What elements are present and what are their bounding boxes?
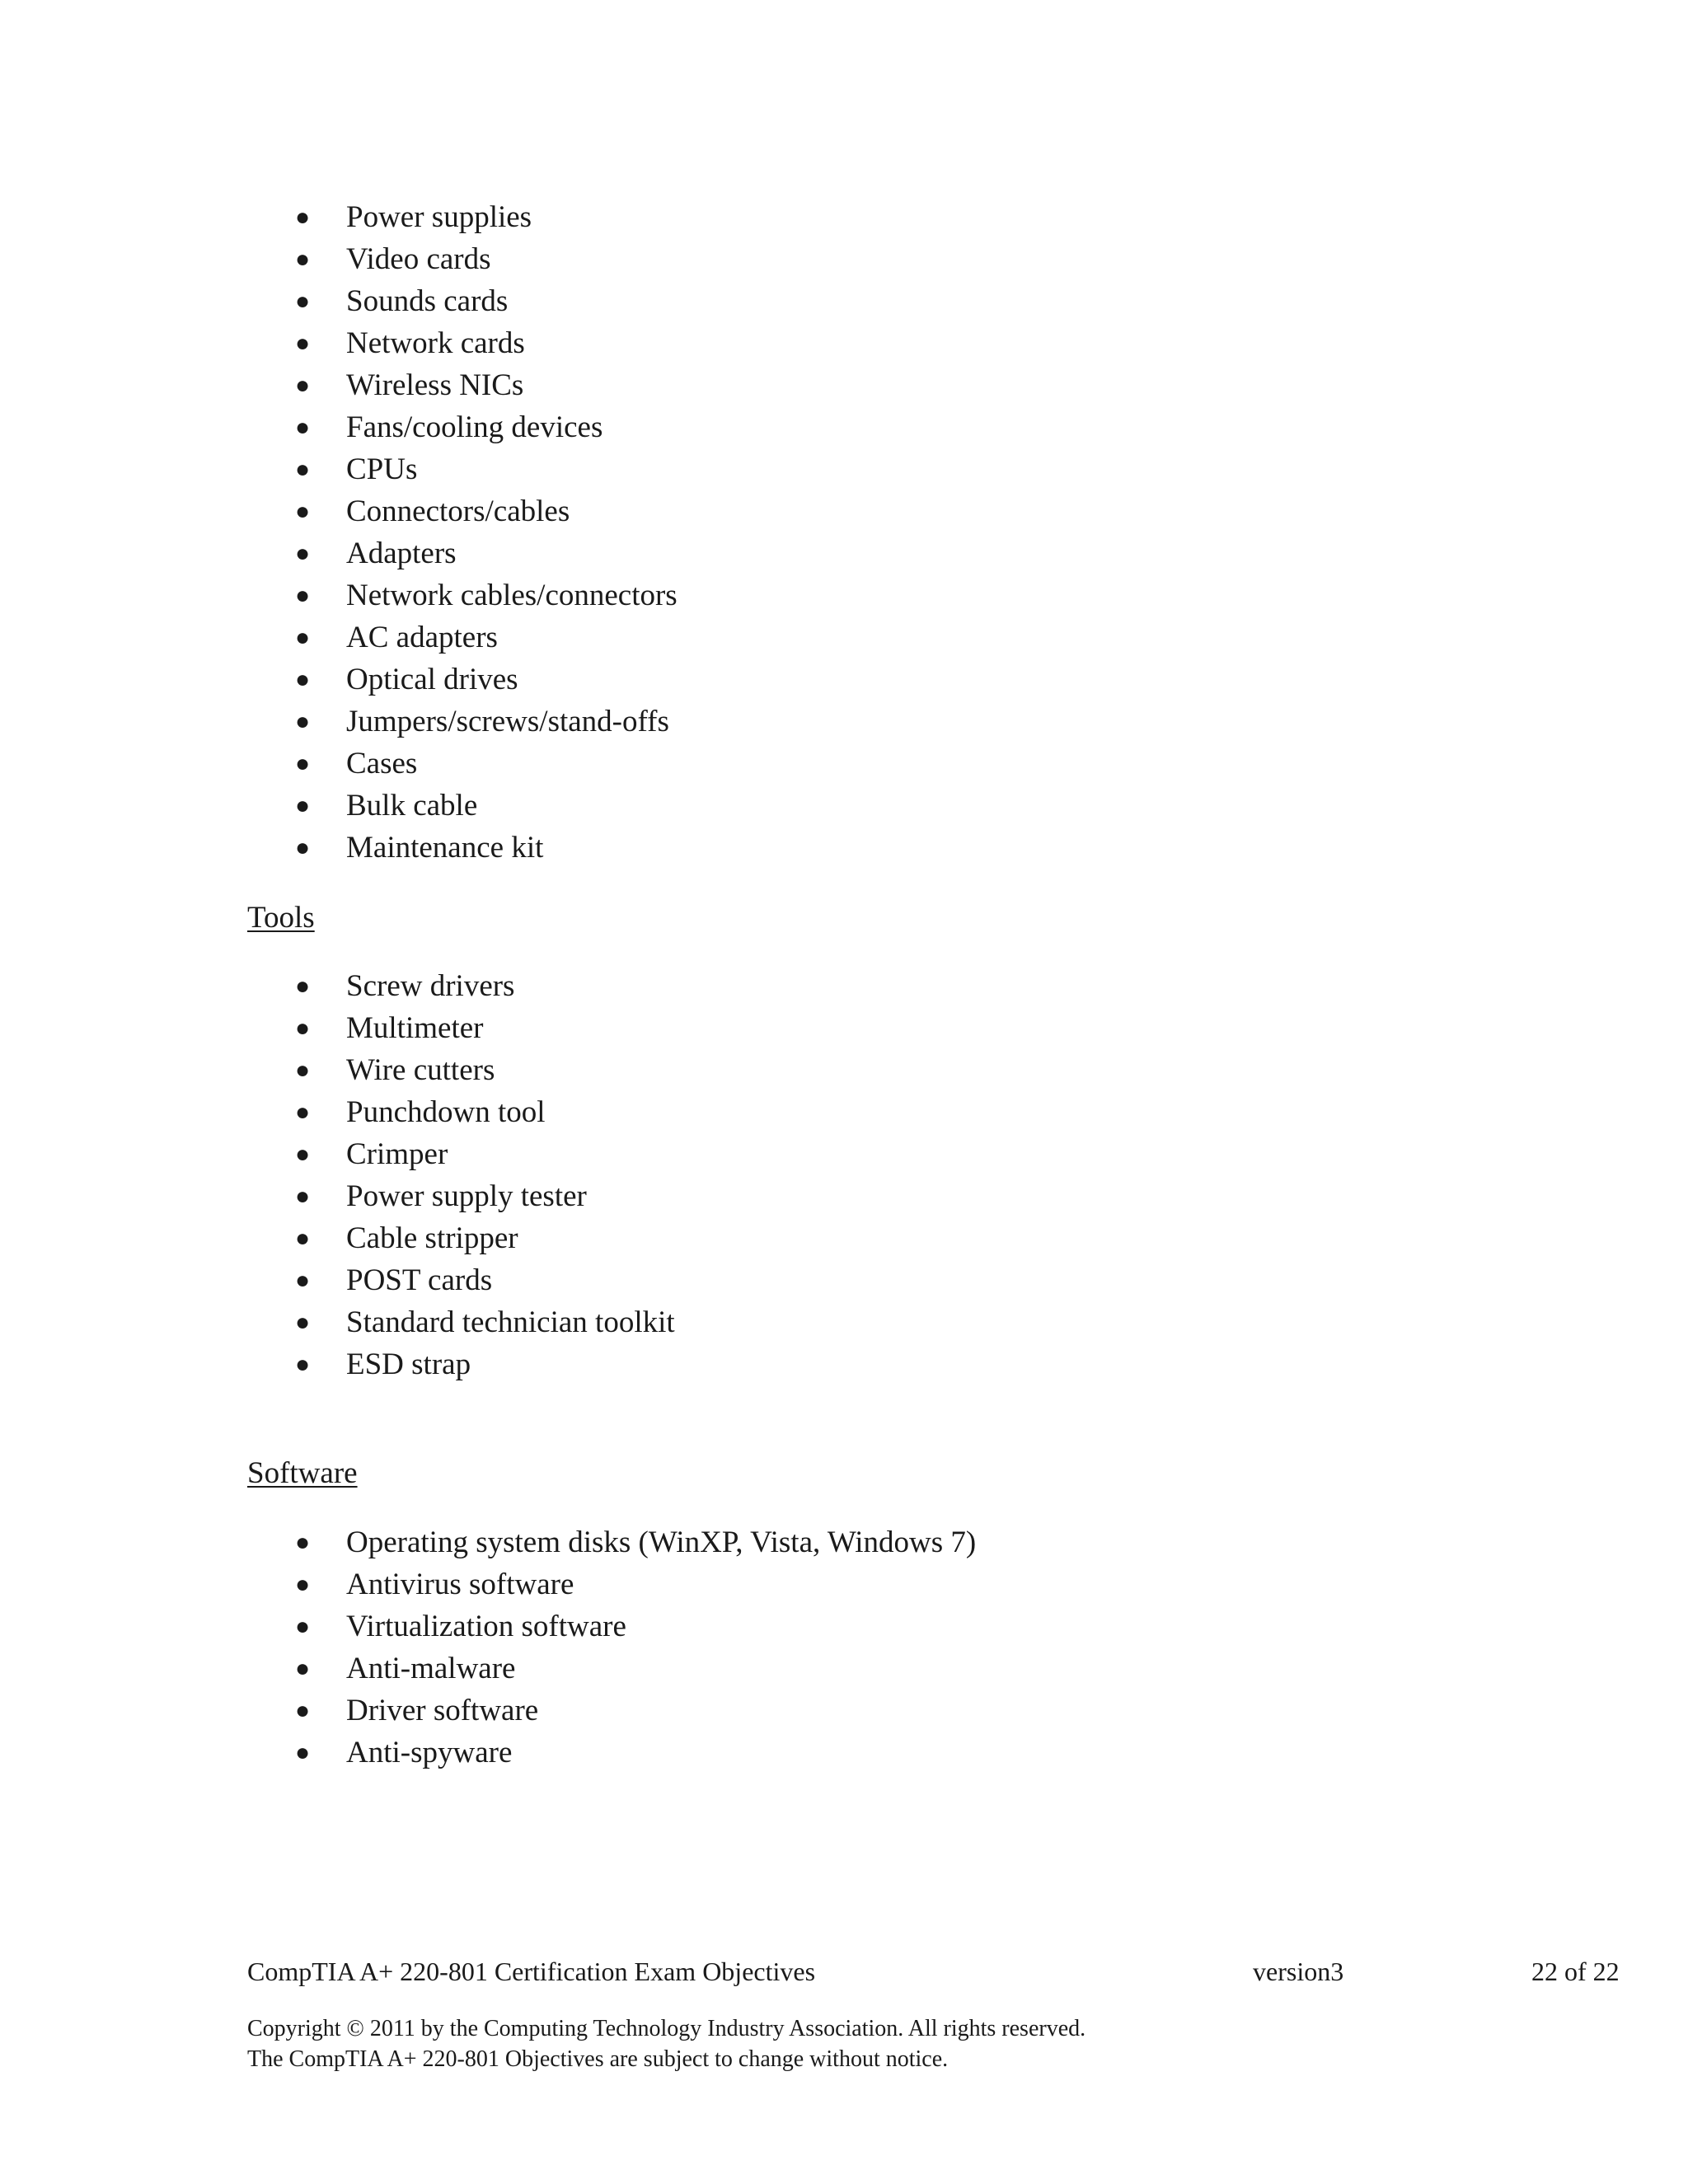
footer-document-title: CompTIA A+ 220-801 Certification Exam Objectives: [247, 1957, 816, 1986]
list-item-text: Connectors/cables: [346, 494, 570, 528]
list-item-text: Maintenance kit: [346, 831, 544, 865]
list-item-text: Wireless NICs: [346, 368, 524, 402]
list-item-text: Punchdown tool: [346, 1095, 546, 1129]
bullet-icon: ●: [295, 1225, 311, 1252]
bullet-icon: ●: [295, 456, 311, 483]
list-item-text: Crimper: [346, 1137, 448, 1171]
list-item-text: AC adapters: [346, 621, 498, 654]
list-item-text: Screw drivers: [346, 969, 515, 1003]
list-item-text: CPUs: [346, 452, 418, 486]
bullet-icon: ●: [295, 1267, 311, 1294]
bullet-icon: ●: [295, 330, 311, 357]
bullet-icon: ●: [295, 1351, 311, 1378]
bullet-icon: ●: [295, 1099, 311, 1126]
bullet-icon: ●: [295, 372, 311, 399]
list-item-text: Cable stripper: [346, 1221, 518, 1255]
list-item-text: Anti-malware: [346, 1652, 516, 1685]
list-item-text: Fans/cooling devices: [346, 410, 603, 444]
bullet-icon: ●: [295, 708, 311, 735]
bullet-icon: ●: [295, 1739, 311, 1766]
software-heading: Software: [247, 1456, 358, 1490]
list-item-text: Wire cutters: [346, 1053, 495, 1087]
copyright-notice: Copyright © 2011 by the Computing Technology Industry Association. All rights reserved.: [247, 2016, 1086, 2041]
list-item-text: ESD strap: [346, 1347, 471, 1381]
list-item-text: Anti-spyware: [346, 1736, 513, 1769]
bullet-icon: ●: [295, 540, 311, 567]
list-item-text: Virtualization software: [346, 1610, 626, 1643]
bullet-icon: ●: [295, 288, 311, 315]
bullet-icon: ●: [295, 624, 311, 651]
list-item-text: Multimeter: [346, 1011, 484, 1045]
list-item-text: Network cards: [346, 326, 525, 360]
list-item-text: Standard technician toolkit: [346, 1305, 675, 1339]
list-item-text: Network cables/connectors: [346, 579, 678, 612]
list-item-text: Power supplies: [346, 200, 532, 234]
list-item-text: Adapters: [346, 537, 457, 570]
bullet-icon: ●: [295, 582, 311, 609]
bullet-icon: ●: [295, 1529, 311, 1556]
list-item-text: Sounds cards: [346, 284, 509, 318]
bullet-icon: ●: [295, 204, 311, 231]
bullet-icon: ●: [295, 1057, 311, 1084]
bullet-icon: ●: [295, 834, 311, 861]
bullet-icon: ●: [295, 1571, 311, 1598]
list-item-text: Operating system disks (WinXP, Vista, Windows 7): [346, 1526, 977, 1559]
list-item-text: Antivirus software: [346, 1568, 574, 1601]
bullet-icon: ●: [295, 666, 311, 693]
footer-version: version3: [1253, 1957, 1344, 1986]
list-item-text: Video cards: [346, 242, 491, 276]
bullet-icon: ●: [295, 1655, 311, 1682]
bullet-icon: ●: [295, 246, 311, 273]
footer-page-number: 22 of 22: [1531, 1957, 1620, 1986]
bullet-icon: ●: [295, 1309, 311, 1336]
tools-heading: Tools: [247, 901, 315, 935]
bullet-icon: ●: [295, 414, 311, 441]
bullet-icon: ●: [295, 1697, 311, 1724]
bullet-icon: ●: [295, 1141, 311, 1168]
list-item-text: Driver software: [346, 1694, 539, 1727]
bullet-icon: ●: [295, 750, 311, 777]
list-item-text: Jumpers/screws/stand-offs: [346, 705, 669, 738]
list-item-text: Cases: [346, 747, 418, 780]
list-item-text: Bulk cable: [346, 789, 478, 823]
bullet-icon: ●: [295, 498, 311, 525]
change-notice: The CompTIA A+ 220-801 Objectives are subject to change without notice.: [247, 2046, 949, 2072]
bullet-icon: ●: [295, 1183, 311, 1210]
list-item-text: Optical drives: [346, 663, 518, 696]
list-item-text: Power supply tester: [346, 1179, 587, 1213]
bullet-icon: ●: [295, 1613, 311, 1640]
list-item-text: POST cards: [346, 1263, 493, 1297]
bullet-icon: ●: [295, 1015, 311, 1042]
bullet-icon: ●: [295, 792, 311, 819]
bullet-icon: ●: [295, 972, 311, 1000]
